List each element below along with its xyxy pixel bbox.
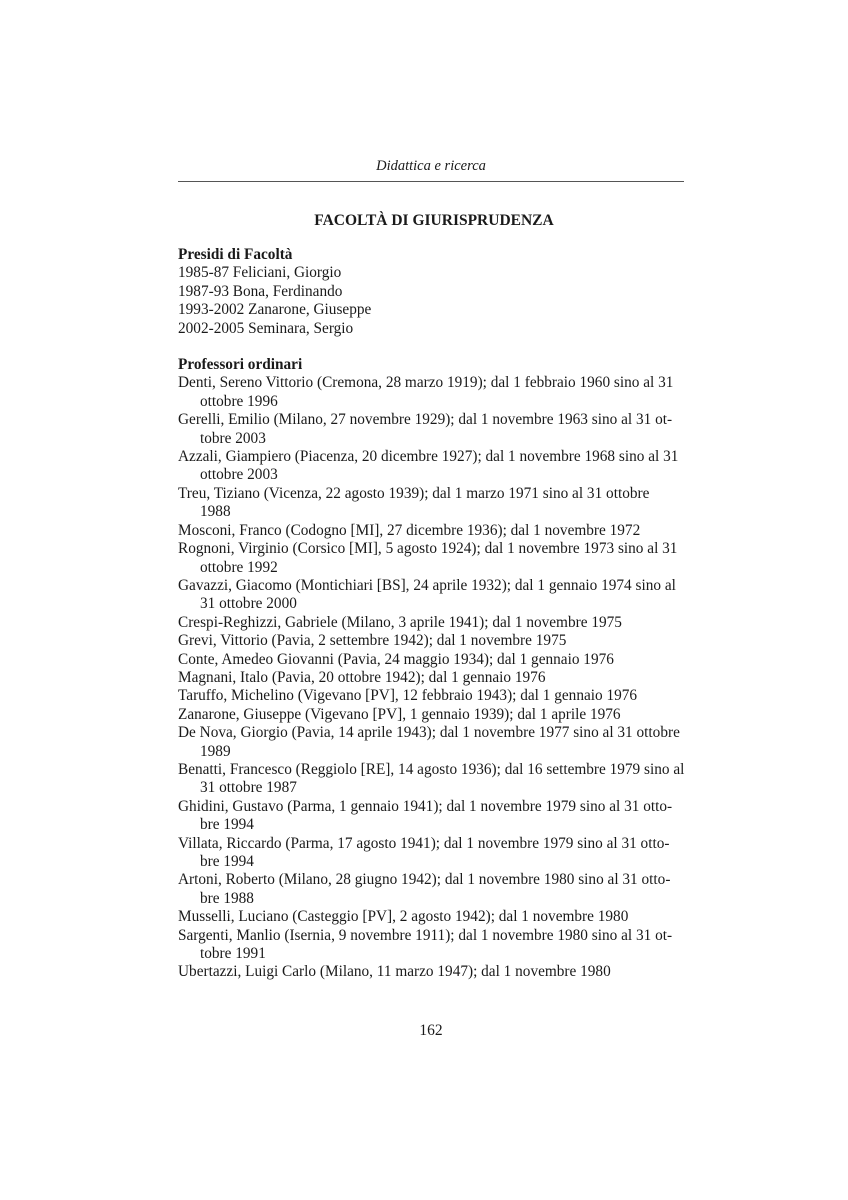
professor-entry-continuation: bre 1988 — [200, 889, 254, 907]
professor-entry-continuation: 1989 — [200, 742, 231, 760]
professor-entry-text: Musselli, Luciano (Casteggio [PV], 2 agosto 1942); dal 1 novembre 1980 — [178, 908, 629, 926]
professor-entry-text: Crespi-Reghizzi, Gabriele (Milano, 3 aprile 1941); dal 1 novembre 1975 — [178, 613, 622, 631]
professor-entry — [178, 927, 690, 964]
professor-entry — [178, 908, 690, 926]
professor-entry-text: Treu, Tiziano (Vicenza, 22 agosto 1939); dal 1 marzo 1971 sino al 31 ottobre — [178, 484, 650, 502]
professor-entry-continuation: ottobre 1996 — [200, 392, 278, 410]
section-title: FACOLTÀ DI GIURISPRUDENZA — [314, 212, 554, 229]
running-head: Didattica e ricerca — [376, 158, 486, 174]
professor-entry-continuation: ottobre 2003 — [200, 466, 278, 484]
professor-entry — [178, 687, 690, 705]
professor-entry-text: Taruffo, Michelino (Vigevano [PV], 12 febbraio 1943); dal 1 gennaio 1976 — [178, 687, 638, 705]
professor-entry-text: Magnani, Italo (Pavia, 20 ottobre 1942); dal 1 gennaio 1976 — [178, 668, 546, 686]
professor-entry-continuation: bre 1994 — [200, 853, 254, 870]
professor-entry — [178, 614, 690, 632]
spacer — [178, 338, 690, 356]
professor-entry-text: Ubertazzi, Luigi Carlo (Milano, 11 marzo 1947); dal 1 novembre 1980 — [178, 963, 611, 981]
professor-entry-text: Azzali, Giampiero (Piacenza, 20 dicembre 1927); dal 1 novembre 1968 sino al 31 — [178, 448, 679, 466]
professor-entry — [178, 871, 690, 908]
page-content — [178, 212, 690, 982]
presidi-list — [178, 264, 690, 338]
professor-entry-text: Conte, Amedeo Giovanni (Pavia, 24 maggio 1934); dal 1 gennaio 1976 — [178, 650, 614, 668]
professor-entry-continuation: 31 ottobre 2000 — [200, 595, 297, 613]
professor-entry — [178, 485, 690, 522]
professor-entry-text: Artoni, Roberto (Milano, 28 giugno 1942); dal 1 novembre 1980 sino al 31 otto- — [178, 871, 671, 889]
professor-entry-text: Mosconi, Franco (Codogno [MI], 27 dicembre 1936); dal 1 novembre 1972 — [178, 521, 641, 539]
header-rule — [178, 181, 684, 182]
professor-entry — [178, 651, 690, 669]
professor-entry — [178, 448, 690, 485]
professor-entry-text: Benatti, Francesco (Reggiolo [RE], 14 agosto 1936); dal 16 settembre 1979 sino al — [178, 760, 685, 778]
professor-entry-text: Denti, Sereno Vittorio (Cremona, 28 marzo 1919); dal 1 febbraio 1960 sino al 31 — [178, 374, 674, 392]
professor-entry — [178, 724, 690, 761]
professor-entry — [178, 669, 690, 687]
professor-entry-continuation: ottobre 1992 — [200, 558, 278, 576]
professor-entry-text: Grevi, Vittorio (Pavia, 2 settembre 1942); dal 1 novembre 1975 — [178, 632, 567, 650]
page-number: 162 — [419, 1022, 443, 1039]
professor-entry — [178, 540, 690, 577]
presidi-heading: Presidi di Facoltà — [178, 246, 293, 263]
professori-heading: Professori ordinari — [178, 356, 303, 374]
preside-item: 2002-2005 Seminara, Sergio — [178, 319, 354, 337]
preside-item: 1993-2002 Zanarone, Giuseppe — [178, 301, 372, 319]
professor-entry — [178, 374, 690, 411]
professor-entry-text: Sargenti, Manlio (Isernia, 9 novembre 1911); dal 1 novembre 1980 sino al 31 ot- — [178, 926, 673, 944]
preside-item: 1987-93 Bona, Ferdinando — [178, 282, 343, 300]
professor-entry-text: Zanarone, Giuseppe (Vigevano [PV], 1 gennaio 1939); dal 1 aprile 1976 — [178, 705, 621, 723]
professor-entry — [178, 577, 690, 614]
professor-entry-text: Rognoni, Virginio (Corsico [MI], 5 agosto 1924); dal 1 novembre 1973 sino al 31 — [178, 540, 678, 558]
professor-entry-continuation: bre 1994 — [200, 816, 254, 834]
professor-entry — [178, 835, 690, 872]
professor-entry-text: Gavazzi, Giacomo (Montichiari [BS], 24 aprile 1932); dal 1 gennaio 1974 sino al — [178, 576, 676, 594]
preside-item: 1985-87 Feliciani, Giorgio — [178, 264, 342, 282]
professor-entry-text: Gerelli, Emilio (Milano, 27 novembre 1929); dal 1 novembre 1963 sino al 31 ot- — [178, 411, 673, 429]
professor-entry-continuation: 1988 — [200, 503, 231, 521]
professor-entry — [178, 963, 690, 981]
professor-entry — [178, 798, 690, 835]
professor-entry-continuation: 31 ottobre 1987 — [200, 779, 297, 797]
professor-entry-text: Villata, Riccardo (Parma, 17 agosto 1941); dal 1 novembre 1979 sino al 31 otto- — [178, 834, 670, 852]
professor-entry — [178, 706, 690, 724]
professor-entry-continuation: tobre 2003 — [200, 429, 266, 447]
professor-entry-text: Ghidini, Gustavo (Parma, 1 gennaio 1941); dal 1 novembre 1979 sino al 31 otto- — [178, 797, 673, 815]
professori-list — [178, 374, 690, 981]
professor-entry-text: De Nova, Giorgio (Pavia, 14 aprile 1943); dal 1 novembre 1977 sino al 31 ottobre — [178, 724, 680, 742]
professor-entry — [178, 632, 690, 650]
professor-entry — [178, 761, 690, 798]
professor-entry — [178, 411, 690, 448]
professor-entry-continuation: tobre 1991 — [200, 945, 266, 963]
professor-entry — [178, 522, 690, 540]
